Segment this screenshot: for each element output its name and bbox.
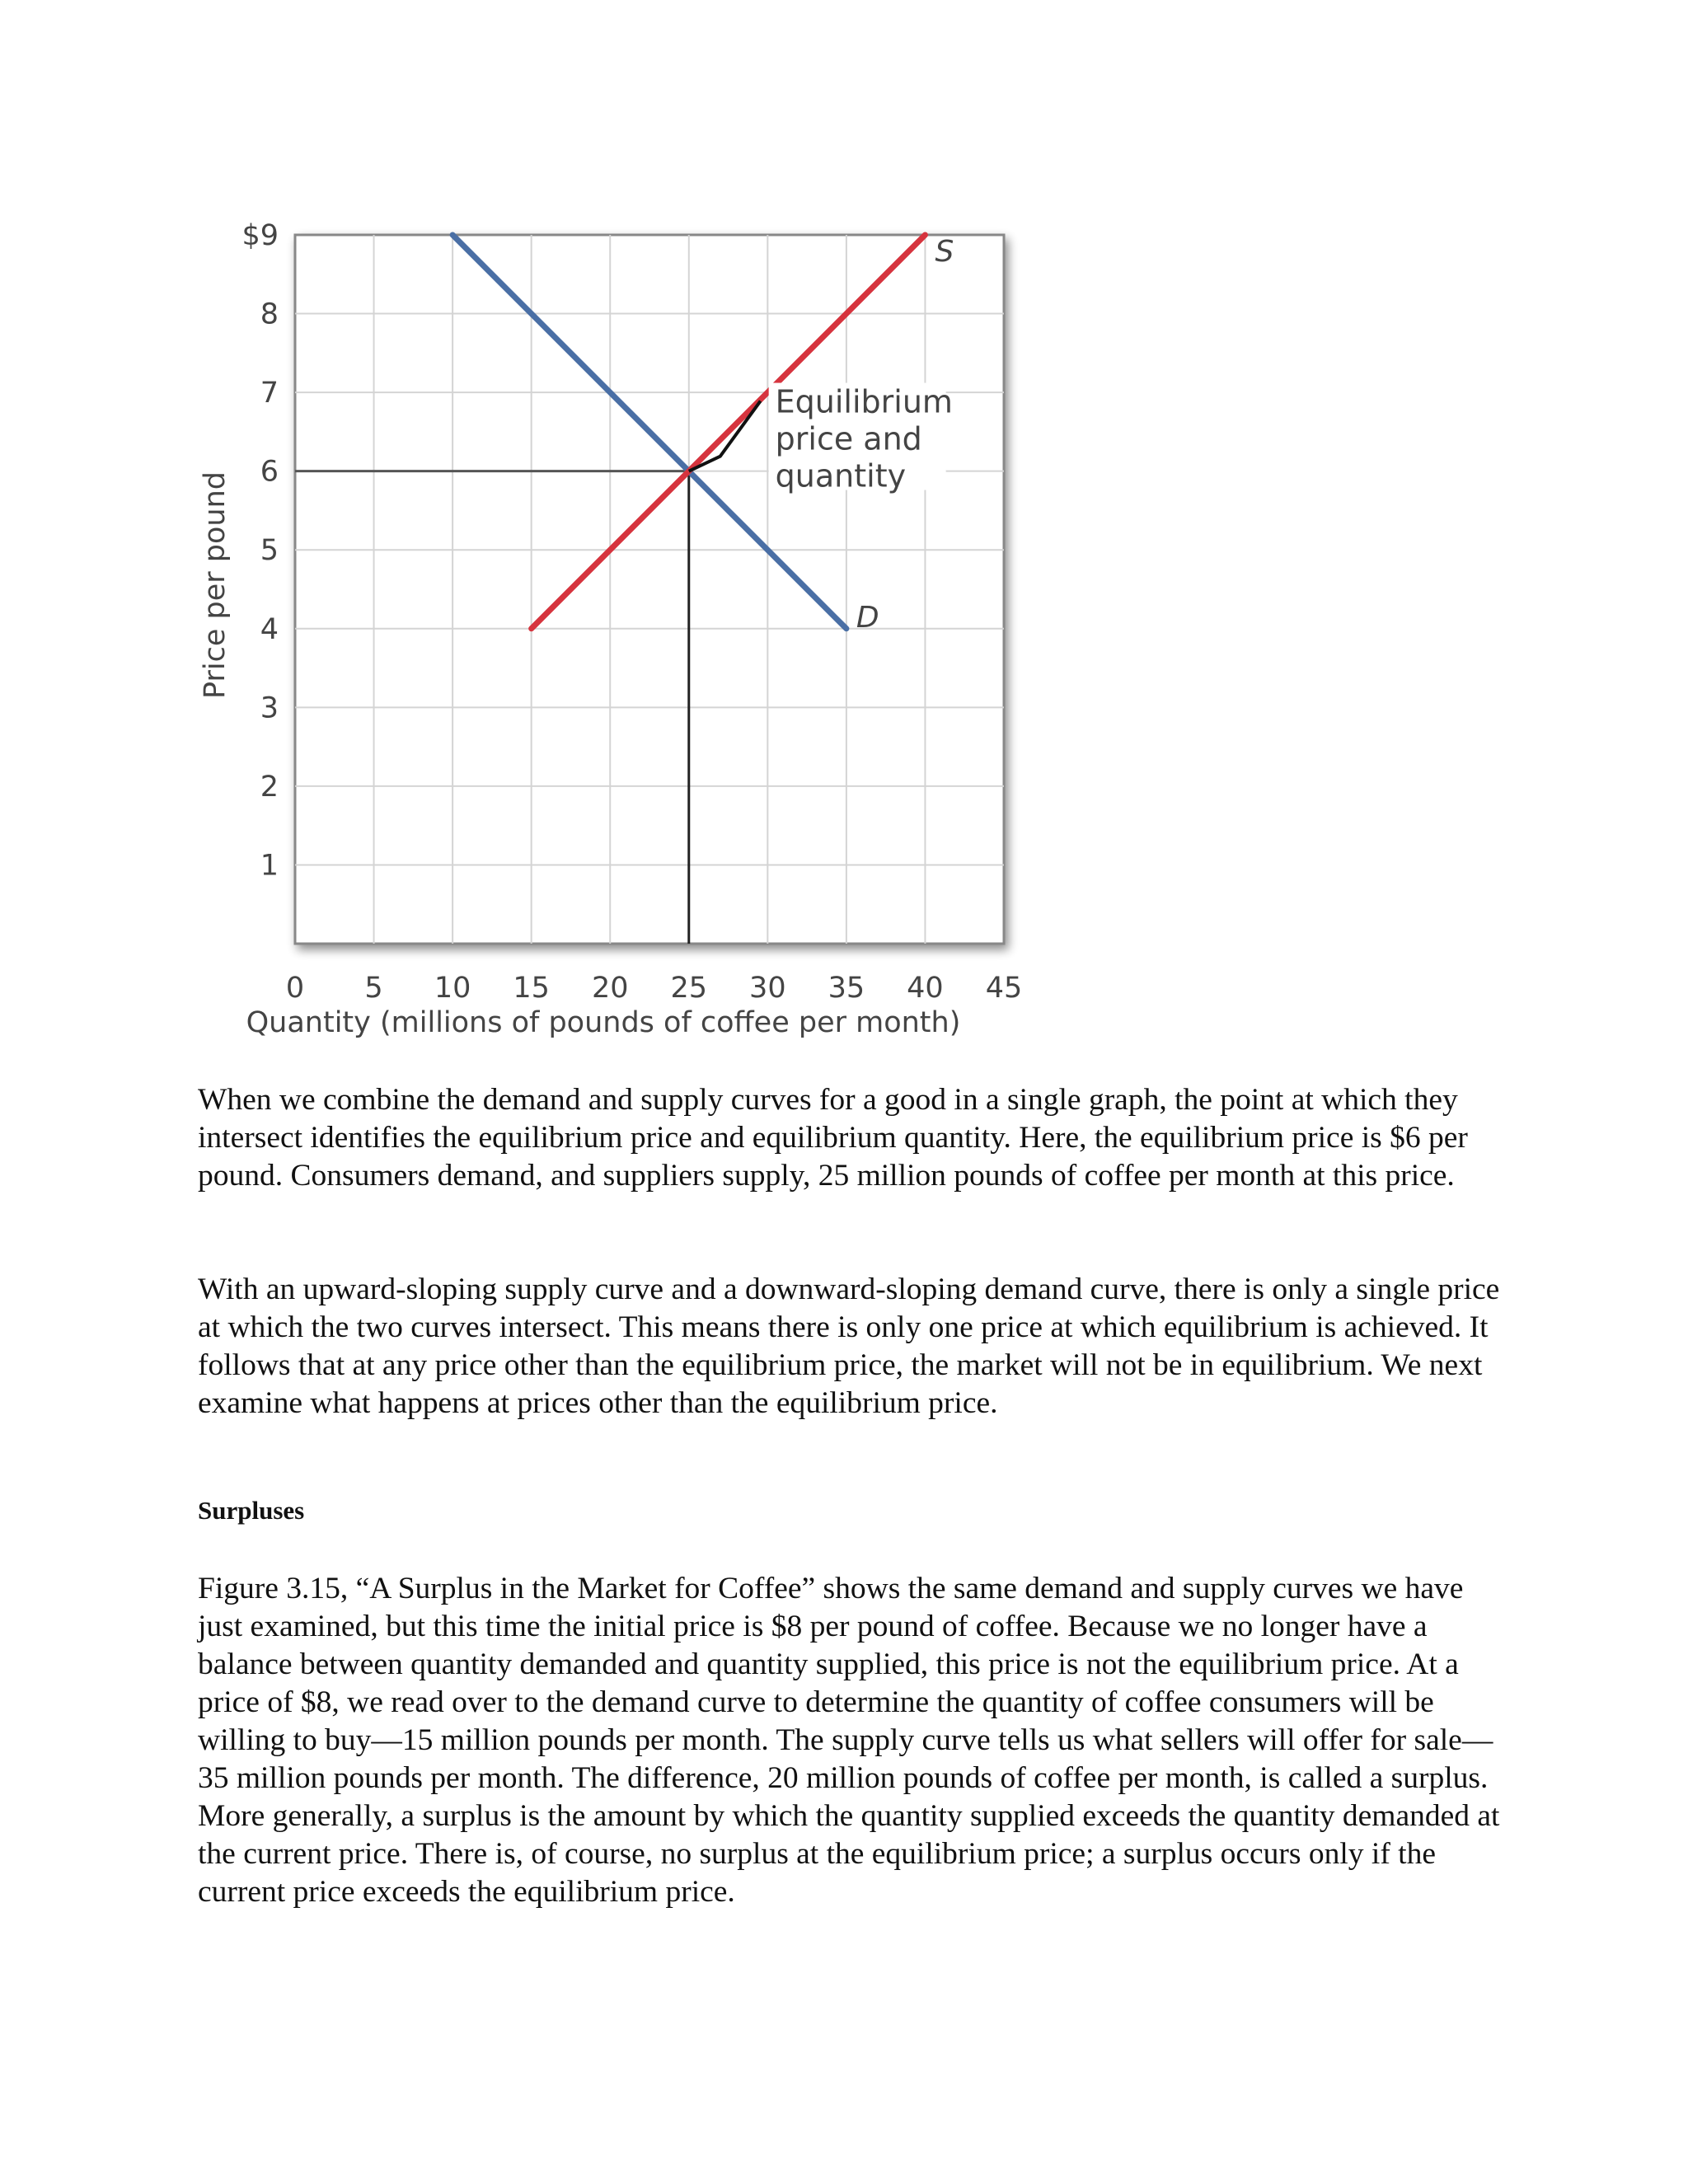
y-tick-label: 5 bbox=[260, 534, 279, 568]
x-tick-label: 30 bbox=[749, 972, 786, 1005]
x-axis-label: Quantity (millions of pounds of coffee per month) bbox=[246, 1006, 961, 1039]
y-tick-label: 8 bbox=[260, 298, 279, 331]
series-label-supply: S bbox=[935, 235, 954, 269]
x-tick-label: 40 bbox=[907, 972, 944, 1005]
y-tick-label: $9 bbox=[241, 219, 279, 252]
x-tick-label: 35 bbox=[828, 972, 865, 1005]
annotation-line: quantity bbox=[775, 457, 907, 494]
y-tick-label: 6 bbox=[260, 455, 279, 489]
supply-demand-chart bbox=[181, 198, 1055, 1055]
x-tick-label: 15 bbox=[513, 972, 550, 1005]
x-tick-label: 5 bbox=[364, 972, 383, 1005]
series-label-demand: D bbox=[856, 600, 879, 635]
x-tick-label: 10 bbox=[434, 972, 471, 1005]
y-tick-label: 7 bbox=[260, 377, 279, 410]
section-heading-surpluses: Surpluses bbox=[198, 1496, 305, 1525]
y-tick-label: 3 bbox=[260, 691, 279, 725]
paragraph-single-price: With an upward-sloping supply curve and a downward-sloping demand curve, there is only a single price at which the two curves intersect. This means there is only one price at which equilibrium is achieved. It follows that at any price other than the equilibrium price, the market will not be in equilibrium. We next examine what happens at prices other than the equilibrium price. bbox=[198, 1272, 1500, 1420]
annotation-line: price and bbox=[775, 420, 922, 457]
plot-area bbox=[295, 235, 1004, 944]
x-tick-label: 25 bbox=[670, 972, 708, 1005]
x-tick-label: 20 bbox=[591, 972, 629, 1005]
y-axis-label: Price per pound bbox=[199, 471, 232, 699]
y-tick-label: 2 bbox=[260, 770, 279, 804]
y-tick-label: 4 bbox=[260, 612, 279, 646]
x-tick-label: 45 bbox=[985, 972, 1023, 1005]
x-tick-label: 0 bbox=[285, 972, 305, 1005]
annotation-line: Equilibrium bbox=[775, 383, 953, 420]
paragraph-surplus: Figure 3.15, “A Surplus in the Market for Coffee” shows the same demand and supply curves we have just examined, but this time the initial price is $8 per pound of coffee. Because we no longer have a balance between quantity demanded and quantity supplied, this price is not the equilibrium price. At a price of $8, we read over to the demand curve to determine the quantity of coffee consumers will be willing to buy—15 million pounds per month. The supply curve tells us what sellers will offer for sale—35 million pounds per month. The difference, 20 million pounds of coffee per month, is called a surplus. More generally, a surplus is the amount by which the quantity supplied exceeds the quantity demanded at the current price. There is, of course, no surplus at the equilibrium price; a surplus occurs only if the current price exceeds the equilibrium price. bbox=[198, 1572, 1500, 1909]
y-tick-label: 1 bbox=[260, 849, 279, 883]
paragraph-equilibrium: When we combine the demand and supply curves for a good in a single graph, the point at which they intersect identifies the equilibrium price and equilibrium quantity. Here, the equilibrium price is $6 per pound. Consumers demand, and suppliers supply, 25 million pounds of coffee per month at this price. bbox=[198, 1083, 1468, 1193]
